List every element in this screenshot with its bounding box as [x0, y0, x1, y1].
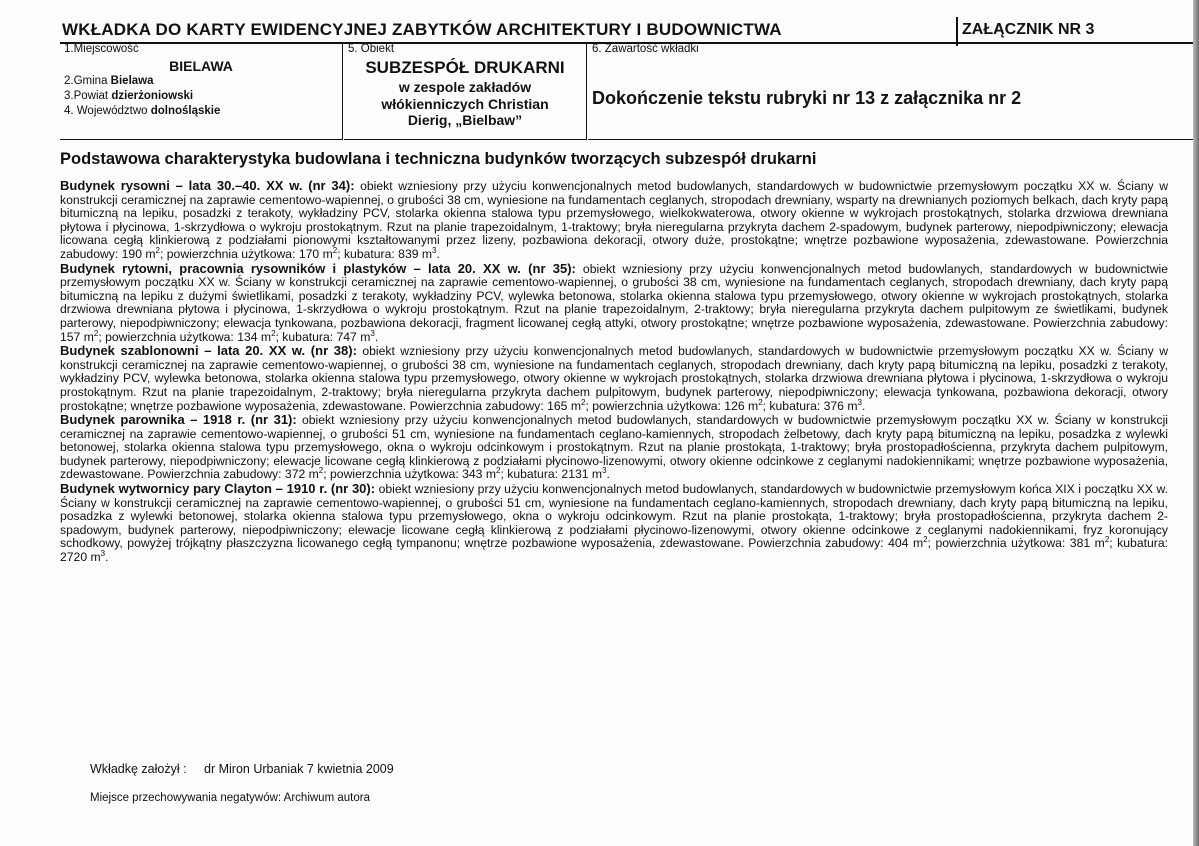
object-box — [344, 42, 587, 140]
volume: ; kubatura: 2131 m — [500, 467, 603, 482]
sentence-end: . — [374, 329, 379, 344]
unit-sq: 2 — [923, 535, 928, 545]
object-title: SUBZESPÓŁ DRUKARNI — [365, 58, 565, 77]
contents-box — [588, 42, 1199, 140]
object-label: 5. Obiekt — [348, 43, 395, 55]
unit-sq: 2 — [496, 466, 501, 476]
object-subtitle-line: w zespole zakładów — [398, 79, 532, 95]
unit-cu: 3 — [602, 466, 607, 476]
sentence-end: . — [436, 246, 440, 261]
building-paragraph — [60, 179, 1168, 262]
unit-cu: 3 — [857, 397, 862, 407]
building-description: obiekt wzniesiony przy użyciu konwencjonalnych metod budowlanych, standardowych w budownictwie przemysłowym końca XIX i początku XX w. Ściany w konstrukcji ceramicznej na zaprawie cementowo-wapiennej, o grubości 51 cm, wyniesione na fundamentach ceglano-kamiennych, stropodach drewniany, dach kryty papą bitumiczną na lepiku, posadzka z wylewki betonowej, stolarka okienna stalowa typu przemysłowego, okna o wykroju odcinkowym. Rzut na planie prostokąta, 1-traktowy; bryła prostopadłościenna, przykryta dachem 2-spadowym, budynek parterowy, niepodpiwniczony; elewacje licowane cegłą klinkierową z podziałami płycinowo-lizenowymi, otwory okienne odcinkowe z ceglanymi nadokiennikami, fryz koronujący schodkowy, powyżej trójkątny płaszczyzna licowanego cegłą tympanonu; wnętrze pozbawione wyposażenia, zdewastowane. Powierzchnia zabudowy: 404 m — [60, 482, 1168, 551]
building-description: obiekt wzniesiony przy użyciu konwencjonalnych metod budowlanych, standardowych w budownictwie przemysłowym początku XX w. Ściany w konstrukcji ceramicznej na zaprawie cementowo-wapiennej, o grubości 38 cm, wyniesione na fundamentach ceglanych, stropodach drewniany, dach kryty papą bitumiczną na lepiku z dużymi świetlikami, posadzki z terakoty, wykładziny PCV, wylewka betonowa, stolarka okienna stalowa typu przemysłowego, otwory okienne w wykrojach prostokątnych, stolarka drzwiowa drewniana płytowa i płycinowa, 1-skrzydłowa o wykroju prostokątnym. Rzut na planie trapezoidalnym, 2-traktowy; bryła nieregularna przykryta dachem pulpitowym ze świetlikami, budynek parterowy, niepodpiwniczony; elewacja tynkowana, pozbawiona dekoracji, fragment licowanej cegłą attyki, otwory prostokątne; wnętrze pozbawione wyposażenia, zdewastowane. Powierzchnia zabudowy: 157 m — [60, 261, 1168, 344]
unit-sq: 2 — [580, 397, 586, 407]
building-heading: Budynek parownika – 1918 r. (nr 31): — [60, 412, 297, 428]
building-paragraph — [60, 413, 1168, 482]
woj-label: 4. Województwo — [64, 105, 148, 117]
volume: ; kubatura: 839 m — [337, 246, 433, 261]
author-label: Wkładkę założył : — [90, 762, 187, 776]
unit-sq: 2 — [318, 466, 324, 476]
gmina-line — [64, 75, 154, 88]
gmina-label: 2.Gmina — [64, 75, 108, 87]
woj-value: dolnośląskie — [150, 105, 221, 117]
building-paragraph — [60, 262, 1168, 345]
unit-cu: 3 — [370, 328, 375, 338]
storage-line: Miejsce przechowywania negatywów: Archiwum autora — [90, 792, 370, 804]
building-heading: Budynek rysowni – lata 30.–40. XX w. (nr 34): — [60, 178, 355, 193]
building-heading: Budynek wytwornicy pary Clayton – 1910 r. (nr 30): — [60, 481, 376, 497]
usable-area: ; powierzchnia użytkowa: 134 m — [98, 329, 272, 344]
powiat-label: 3.Powiat — [64, 90, 109, 102]
attachment-number: ZAŁĄCZNIK NR 3 — [956, 17, 1094, 46]
sentence-end: . — [606, 467, 610, 482]
gmina-value: Bielawa — [110, 75, 154, 87]
building-description: obiekt wzniesiony przy użyciu konwencjonalnych metod budowlanych, standardowych w budownictwie przemysłowym początku XX w. Ściany w konstrukcji ceramicznej na zaprawie cementowo-wapiennej, o grubości 51 cm, wyniesione na fundamentach ceglano-kamiennych, stropodach żelbetowy, dach kryty papą bitumiczną na lepiku, posadzka z wylewki betonowej, stolarka okienna stalowa typu przemysłowego, okna o wykroju odcinkowym i prostokątnym. Rzut na planie prostokąta, 1-traktowy; bryła prostopadłościenna, przykryta dachem pulpitowym, budynek parterowy, niepodpiwniczony; elewacje licowane cegłą klinkierową z podziałami płycinowo-lizenowymi, otwory okienne odcinkowe z ceglanymi nadokiennikami; wnętrze pozbawione wyposażenia, zdewastowane. Powierzchnia zabudowy: 372 m — [60, 413, 1168, 482]
usable-area: ; powierzchnia użytkowa: 126 m — [585, 398, 759, 413]
powiat-value: dzierżoniowski — [111, 90, 194, 102]
woj-line — [64, 105, 220, 118]
unit-cu: 3 — [432, 245, 437, 255]
contents-value: Dokończenie tekstu rubryki nr 13 z załącznika nr 2 — [592, 88, 1022, 108]
building-paragraph — [60, 344, 1168, 413]
sentence-end: . — [105, 550, 109, 565]
location-label: 1.Miejscowość — [64, 43, 139, 55]
usable-area: ; powierzchnia użytkowa: 170 m — [159, 246, 333, 261]
unit-sq: 2 — [332, 245, 338, 255]
building-heading: Budynek rytowni, pracownia rysowników i plastyków – lata 20. XX w. (nr 35): — [60, 260, 576, 276]
volume: ; kubatura: 376 m — [762, 398, 858, 413]
object-subtitle — [344, 79, 586, 129]
location-place: BIELAWA — [169, 58, 233, 74]
contents-label: 6. Zawartość wkładki — [592, 43, 699, 55]
location-box — [60, 42, 343, 140]
building-description: obiekt wzniesiony przy użyciu konwencjonalnych metod budowlanych, standardowych w budownictwie przemysłowym początku XX w. Ściany w konstrukcji ceramicznej na zaprawie cementowo-wapiennej, o grubości 38 cm, wyniesione na fundamentach ceglanych, stropodach drewniany, dach kryty papą bitumiczną na lepiku, posadzki z terakoty, wykładziny PCV, wylewka betonowa, stolarka okienna stalowa typu przemysłowego, otwory okienne w wykrojach prostokątnych, stolarka drzwiowa drewniana płytowa i płycinowa, 1-skrzydłowa o wykroju prostokątnym. Rzut na planie trapezoidalnym, 2-traktowy; bryła nieregularna przykryta dachem pulpitowym, budynek parterowy, niepodpiwniczony; elewacja tynkowana, pozbawiona dekoracji, otwory prostokątne; wnętrze pozbawione wyposażenia, zdewastowane. Powierzchnia zabudowy: 165 m — [60, 344, 1168, 413]
building-paragraph — [60, 482, 1168, 565]
usable-area: ; powierzchnia użytkowa: 343 m — [323, 467, 496, 482]
unit-sq: 2 — [155, 245, 160, 255]
unit-cu: 3 — [100, 548, 106, 558]
building-description: obiekt wzniesiony przy użyciu konwencjonalnych metod budowlanych, standardowych w budownictwie przemysłowym początku XX w. Ściany w konstrukcji ceramicznej na zaprawie cementowo-wapiennej, o grubości 38 cm, wyniesione na fundamentach ceglanych, stropodach drewniany, wsparty na drewnianych poziomych belkach, dach kryty papą bitumiczną na lepiku, posadzki z terakoty, wykładziny PCV, stolarka okienna stalowa typu przemysłowego, wielkokwaterowa, otwory okienne w wykrojach prostokątnych, stolarka drzwiowa drewniana płytowa i płycinowa, 1-skrzydłowa o wykroju prostokątnym. Rzut na planie trapezoidalnym, 1-traktowy; bryła nieregularna przykryta dachem 2-spadowym, budynek parterowy, niepodpiwniczony; elewacja licowana cegłą klinkierową z podziałami pionowymi kształtowanymi przez lizeny, pozbawiona dekoracji, otwory duże, prostokątne; wnętrze pozbawione wyposażenia, zdewastowane. Powierzchnia zabudowy: 190 m — [60, 179, 1168, 261]
powiat-line — [64, 90, 193, 103]
title-row — [60, 17, 1199, 44]
author-value: dr Miron Urbaniak 7 kwietnia 2009 — [204, 762, 394, 776]
document-title: WKŁADKA DO KARTY EWIDENCYJNEJ ZABYTKÓW ARCHITEKTURY I BUDOWNICTWA — [62, 20, 782, 39]
section-title: Podstawowa charakterystyka budowlana i techniczna budynków tworzących subzespół drukarni — [60, 150, 817, 168]
unit-sq: 2 — [271, 328, 276, 338]
buildings-text — [60, 179, 1168, 565]
usable-area: ; powierzchnia użytkowa: 381 m — [927, 536, 1105, 551]
sentence-end: . — [861, 398, 866, 413]
building-heading: Budynek szablonowni – lata 20. XX w. (nr 38): — [60, 343, 357, 359]
scan-edge — [1193, 0, 1199, 846]
unit-sq: 2 — [1104, 535, 1110, 545]
object-subtitle-line: włókienniczych Christian — [381, 95, 549, 112]
unit-sq: 2 — [93, 328, 99, 338]
unit-sq: 2 — [758, 397, 763, 407]
volume: ; kubatura: 747 m — [275, 329, 371, 344]
author-line — [90, 762, 394, 776]
volume: ; kubatura: 2720 m — [60, 536, 1168, 565]
object-subtitle-line: Dierig, „Bielbaw” — [407, 112, 523, 128]
